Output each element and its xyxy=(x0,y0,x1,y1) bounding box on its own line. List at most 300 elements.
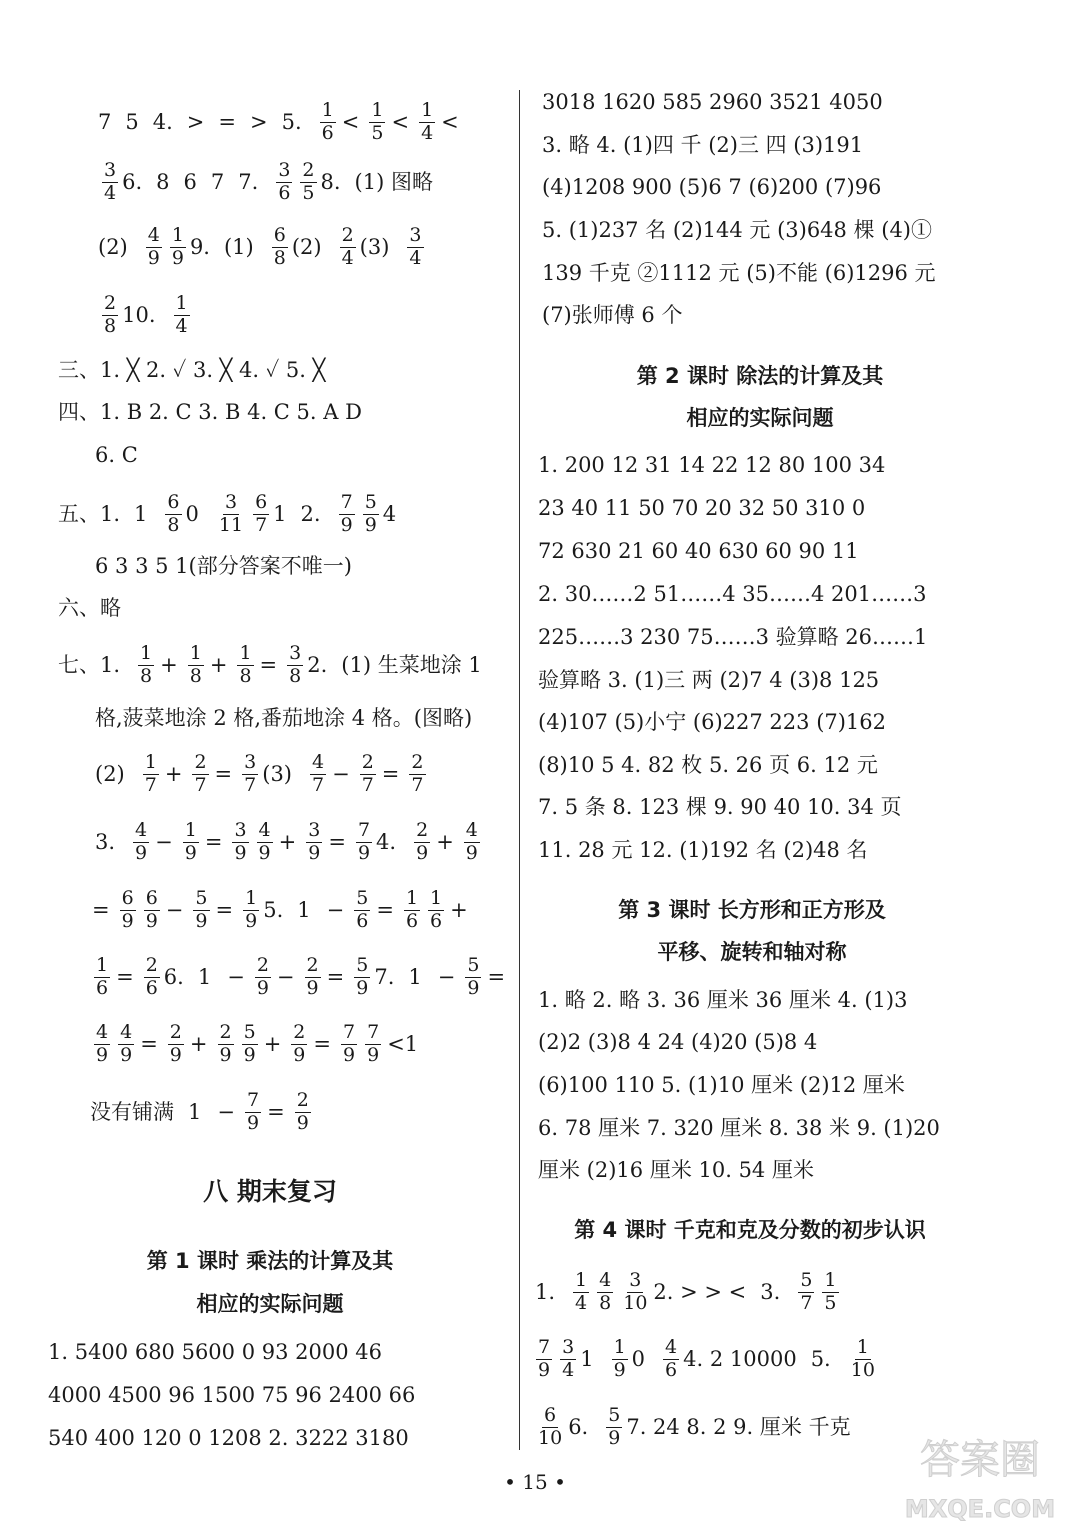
answer-text: (3) xyxy=(262,761,292,786)
answer-line xyxy=(90,1090,315,1135)
numerator: 4 xyxy=(258,819,271,841)
fraction xyxy=(217,492,245,537)
answer-text: 3. xyxy=(95,829,116,854)
section-4-answers: 四、1. B 2. C 3. B 4. C 5. A D xyxy=(58,400,362,424)
numerator: 7 xyxy=(367,1021,380,1043)
fraction xyxy=(192,752,208,797)
operator-symbol: = xyxy=(328,829,346,854)
denominator: 6 xyxy=(145,976,158,999)
operator-symbol: + xyxy=(450,897,468,922)
answer-line: 7. 5 条 8. 123 棵 9. 90 40 10. 34 页 xyxy=(538,795,902,819)
fraction xyxy=(340,225,356,270)
denominator: 11 xyxy=(218,513,244,536)
fraction xyxy=(597,1270,613,1315)
operator-symbol: = xyxy=(487,964,506,989)
fraction xyxy=(253,492,269,537)
operator-symbol: + xyxy=(278,829,297,854)
fraction xyxy=(354,955,370,1000)
answer-line xyxy=(532,1337,881,1382)
fraction xyxy=(798,1270,814,1315)
fraction xyxy=(365,1022,381,1067)
numerator: 4 xyxy=(465,819,478,841)
numerator: 4 xyxy=(96,1021,109,1043)
answer-text: 7. 24 8. 2 9. 厘米 千克 xyxy=(626,1414,851,1439)
answer-line: 4000 4500 96 1500 75 96 2400 66 xyxy=(48,1383,416,1407)
numerator: 2 xyxy=(361,751,374,773)
answer-line: 11. 28 元 12. (1)192 名 (2)48 名 xyxy=(538,838,868,862)
numerator: 3 xyxy=(234,819,247,841)
numerator: 1 xyxy=(421,99,434,121)
operator-symbol: + xyxy=(189,1031,208,1056)
operator-symbol: + xyxy=(160,652,178,677)
answer-text: 1 xyxy=(197,964,212,989)
answer-line: 1. 略 2. 略 3. 36 厘米 36 厘米 4. (1)3 xyxy=(538,988,908,1012)
fraction xyxy=(118,1022,134,1067)
numerator: 7 xyxy=(538,1336,551,1358)
fraction xyxy=(822,1270,838,1315)
fraction xyxy=(300,160,316,205)
fraction xyxy=(621,1270,649,1315)
fraction xyxy=(464,820,480,865)
answer-text: 4. xyxy=(152,109,173,134)
lesson-title: 第 2 课时 除法的计算及其 xyxy=(636,364,884,388)
numerator: 3 xyxy=(224,491,238,513)
fraction xyxy=(146,225,162,270)
answer-text: 7 xyxy=(210,169,225,194)
denominator: 9 xyxy=(120,1043,133,1066)
answer-text: = xyxy=(218,109,237,134)
answer-text: 8. xyxy=(320,169,341,194)
numerator: 1 xyxy=(245,887,258,909)
denominator: 9 xyxy=(356,976,369,999)
numerator: 2 xyxy=(296,1089,309,1111)
answer-line: 1. 200 12 31 14 22 12 80 100 34 xyxy=(538,453,886,477)
answer-text: 5. xyxy=(810,1346,831,1371)
answer-text: (2) xyxy=(98,234,128,259)
answer-line: 540 400 120 0 1208 2. 3222 3180 xyxy=(48,1426,409,1450)
denominator: 6 xyxy=(321,121,334,144)
denominator: 9 xyxy=(465,841,478,864)
fraction xyxy=(237,643,253,688)
denominator: 9 xyxy=(219,1043,232,1066)
answer-text: 7. xyxy=(238,169,259,194)
numerator: 1 xyxy=(321,99,334,121)
fraction xyxy=(193,888,209,933)
lesson-subtitle: 相应的实际问题 xyxy=(686,406,834,430)
fraction xyxy=(428,888,444,933)
answer-text: (3) xyxy=(359,234,390,259)
fraction xyxy=(573,1270,589,1315)
fraction xyxy=(320,100,336,145)
fraction xyxy=(287,643,303,688)
fraction xyxy=(120,888,136,933)
numerator: 5 xyxy=(195,887,208,909)
lesson-subtitle: 相应的实际问题 xyxy=(196,1292,344,1316)
numerator: 4 xyxy=(599,1269,612,1291)
numerator: 5 xyxy=(467,954,480,976)
denominator: 9 xyxy=(195,909,208,932)
denominator: 9 xyxy=(169,1043,182,1066)
answer-line: 2. 30……2 51……4 35……4 201……3 xyxy=(538,582,927,606)
fraction xyxy=(849,1337,877,1382)
lesson-title: 第 4 课时 千克和克及分数的初步认识 xyxy=(574,1218,926,1242)
answer-text: 6. xyxy=(163,964,184,989)
denominator: 7 xyxy=(411,773,424,796)
operator-symbol: = xyxy=(259,652,278,677)
answer-line xyxy=(90,955,511,1000)
denominator: 9 xyxy=(367,1043,380,1066)
denominator: 9 xyxy=(343,1043,356,1066)
numerator: 4 xyxy=(665,1336,678,1358)
denominator: 8 xyxy=(289,664,302,687)
denominator: 9 xyxy=(121,909,134,932)
fraction xyxy=(272,225,288,270)
numerator: 2 xyxy=(145,954,158,976)
answer-text: (1) 生菜地涂 1 xyxy=(341,652,482,677)
numerator: 6 xyxy=(544,1404,557,1426)
section-6-answers: 六、略 xyxy=(58,596,121,620)
fraction xyxy=(183,820,199,865)
denominator: 5 xyxy=(824,1291,837,1314)
denominator: 8 xyxy=(140,664,153,687)
answer-line: (4)1208 900 (5)6 7 (6)200 (7)96 xyxy=(542,175,882,199)
numerator: 3 xyxy=(562,1336,575,1358)
answer-line: 225……3 230 75……3 验算略 26……1 xyxy=(538,625,928,649)
numerator: 2 xyxy=(341,224,354,246)
operator-symbol: = xyxy=(204,829,223,854)
numerator: 1 xyxy=(371,99,384,121)
numerator: 4 xyxy=(120,1021,133,1043)
numerator: 4 xyxy=(312,751,325,773)
denominator: 10 xyxy=(850,1358,875,1381)
fraction xyxy=(310,752,326,797)
fraction xyxy=(245,1090,261,1135)
numerator: 5 xyxy=(356,887,369,909)
operator-symbol: − xyxy=(227,964,245,989)
denominator: 8 xyxy=(599,1291,612,1314)
operator-symbol: = xyxy=(92,897,110,922)
section-7-answers-cont: 格,菠菜地涂 2 格,番茄地涂 4 格。(图略) xyxy=(95,706,473,730)
numerator: 1 xyxy=(613,1336,626,1358)
fraction xyxy=(218,1022,234,1067)
numerator: 3 xyxy=(278,159,291,181)
fraction xyxy=(144,888,160,933)
denominator: 9 xyxy=(416,841,429,864)
operator-symbol: = xyxy=(313,1031,331,1056)
answer-text: 5. xyxy=(263,897,284,922)
answer-text: 2. xyxy=(300,501,321,526)
numerator: 3 xyxy=(104,159,117,181)
answer-line: 72 630 21 60 40 630 60 90 11 xyxy=(538,539,859,563)
numerator: 7 xyxy=(340,491,353,513)
answer-text: 7 xyxy=(98,109,112,134)
denominator: 9 xyxy=(613,1358,626,1381)
answer-text: 6. xyxy=(568,1414,589,1439)
numerator: 4 xyxy=(147,224,160,246)
denominator: 7 xyxy=(800,1291,813,1314)
answer-text: 0 xyxy=(185,501,199,526)
fraction xyxy=(663,1337,679,1382)
answer-text: > xyxy=(250,109,268,134)
fraction xyxy=(612,1337,628,1382)
answer-line: 1. 5400 680 5600 0 93 2000 46 xyxy=(48,1340,382,1364)
lesson-title: 第 3 课时 长方形和正方形及 xyxy=(618,898,886,922)
fraction xyxy=(138,643,154,688)
answer-text: 1 xyxy=(580,1346,594,1371)
operator-symbol: − xyxy=(332,761,350,786)
answer-line xyxy=(98,160,447,205)
operator-symbol: = xyxy=(214,761,233,786)
denominator: 9 xyxy=(243,1043,256,1066)
numerator: 4 xyxy=(135,819,148,841)
numerator: 5 xyxy=(800,1269,813,1291)
fraction xyxy=(354,888,370,933)
answer-line xyxy=(98,225,428,270)
answer-text: 5. xyxy=(281,109,302,134)
denominator: 9 xyxy=(135,841,148,864)
fraction xyxy=(94,1022,110,1067)
fraction xyxy=(560,1337,576,1382)
fraction xyxy=(536,1405,564,1450)
answer-text: (2) xyxy=(95,761,125,786)
numerator: 7 xyxy=(343,1021,356,1043)
numerator: 1 xyxy=(430,887,443,909)
denominator: 4 xyxy=(409,246,422,269)
numerator: 2 xyxy=(293,1021,306,1043)
denominator: 9 xyxy=(340,513,353,536)
operator-symbol: = xyxy=(381,761,400,786)
numerator: 1 xyxy=(140,642,153,664)
answer-line xyxy=(532,1405,865,1450)
answer-text: 1 xyxy=(188,1099,202,1124)
denominator: 9 xyxy=(357,841,371,864)
operator-symbol: + xyxy=(164,761,183,786)
answer-line: 139 千克 ②1112 元 (5)不能 (6)1296 元 xyxy=(542,261,936,285)
numerator: 2 xyxy=(194,751,207,773)
operator-symbol: + xyxy=(263,1031,282,1056)
fraction xyxy=(409,752,425,797)
answer-line: 3. 略 4. (1)四 千 (2)三 四 (3)191 xyxy=(542,133,864,157)
fraction xyxy=(102,160,118,205)
fraction xyxy=(232,820,248,865)
answer-text: 4 xyxy=(382,501,397,526)
numerator: 2 xyxy=(411,751,424,773)
answer-line xyxy=(98,100,465,145)
operator-symbol: <1 xyxy=(387,1031,419,1056)
fraction xyxy=(291,1022,307,1067)
fraction xyxy=(465,955,481,1000)
denominator: 6 xyxy=(356,909,369,932)
denominator: 4 xyxy=(421,121,434,144)
denominator: 9 xyxy=(308,841,321,864)
fraction xyxy=(339,492,355,537)
fraction xyxy=(536,1337,552,1382)
answer-text: 五、1. xyxy=(58,501,121,526)
answer-line xyxy=(535,1270,843,1315)
numerator: 5 xyxy=(243,1021,256,1043)
answer-text: 5 xyxy=(125,109,139,134)
fraction xyxy=(276,160,292,205)
denominator: 7 xyxy=(144,773,157,796)
denominator: 9 xyxy=(184,841,197,864)
denominator: 9 xyxy=(96,1043,109,1066)
section-5-answers xyxy=(58,492,410,537)
answer-line xyxy=(90,888,474,933)
denominator: 6 xyxy=(405,909,419,932)
answer-line: 3018 1620 585 2960 3521 4050 xyxy=(542,90,883,114)
answer-text: 7. xyxy=(374,964,395,989)
page-number: • 15 • xyxy=(504,1470,566,1494)
answer-text: 4. xyxy=(376,829,397,854)
numerator: 1 xyxy=(239,642,252,664)
denominator: 4 xyxy=(341,246,354,269)
denominator: 6 xyxy=(96,976,109,999)
denominator: 4 xyxy=(562,1358,575,1381)
section-title: 八 期末复习 xyxy=(203,1177,337,1206)
denominator: 10 xyxy=(623,1291,648,1314)
denominator: 9 xyxy=(258,841,271,864)
answer-line: 23 40 11 50 70 20 32 50 310 0 xyxy=(538,496,866,520)
numerator: 3 xyxy=(244,751,257,773)
numerator: 5 xyxy=(608,1404,621,1426)
denominator: 6 xyxy=(278,181,291,204)
answer-line xyxy=(90,1022,424,1067)
numerator: 1 xyxy=(96,954,109,976)
fraction xyxy=(165,492,181,537)
denominator: 4 xyxy=(575,1291,588,1314)
numerator: 1 xyxy=(824,1269,837,1291)
operator-symbol: − xyxy=(437,964,456,989)
numerator: 3 xyxy=(629,1269,642,1291)
answer-text: 七、1. xyxy=(58,652,121,677)
fraction xyxy=(242,1022,258,1067)
denominator: 8 xyxy=(189,664,202,687)
fraction xyxy=(102,293,118,338)
numerator: 5 xyxy=(356,954,369,976)
denominator: 9 xyxy=(246,1111,260,1134)
answer-line: (2)2 (3)8 4 24 (4)20 (5)8 4 xyxy=(538,1030,818,1054)
denominator: 10 xyxy=(538,1426,563,1449)
denominator: 8 xyxy=(167,513,180,536)
answer-text: 0 xyxy=(631,1346,646,1371)
lesson-subtitle: 平移、旋转和轴对称 xyxy=(657,940,847,964)
denominator: 9 xyxy=(256,976,269,999)
denominator: 7 xyxy=(244,773,257,796)
denominator: 6 xyxy=(430,909,443,932)
denominator: 9 xyxy=(147,246,160,269)
operator-symbol: + xyxy=(436,829,454,854)
numerator: 6 xyxy=(145,887,158,909)
denominator: 5 xyxy=(302,181,315,204)
operator-symbol: < xyxy=(441,109,459,134)
fraction xyxy=(243,888,259,933)
answer-line xyxy=(95,752,430,797)
answer-text: (1) xyxy=(223,234,254,259)
denominator: 9 xyxy=(171,246,184,269)
answer-text: 1 xyxy=(297,897,311,922)
fraction xyxy=(168,1022,184,1067)
answer-text: 没有铺满 xyxy=(90,1099,174,1124)
numerator: 3 xyxy=(289,642,302,664)
fraction xyxy=(356,820,372,865)
operator-symbol: = xyxy=(376,897,394,922)
numerator: 1 xyxy=(144,751,157,773)
fraction xyxy=(360,752,376,797)
numerator: 2 xyxy=(302,159,315,181)
numerator: 3 xyxy=(409,224,422,246)
answer-text: 1 xyxy=(273,501,287,526)
denominator: 9 xyxy=(608,1426,621,1449)
operator-symbol: < xyxy=(391,109,410,134)
fraction xyxy=(257,820,273,865)
fraction xyxy=(133,820,149,865)
numerator: 6 xyxy=(273,224,286,246)
operator-symbol: + xyxy=(209,652,228,677)
numerator: 1 xyxy=(171,224,184,246)
numerator: 2 xyxy=(104,292,117,314)
answer-line xyxy=(95,820,484,865)
fraction xyxy=(369,100,385,145)
numerator: 2 xyxy=(256,954,269,976)
answer-text: 3. xyxy=(760,1279,781,1304)
operator-symbol: − xyxy=(326,897,345,922)
section-7-answers xyxy=(58,643,496,688)
fraction xyxy=(188,643,204,688)
operator-symbol: − xyxy=(165,897,184,922)
answer-text: 2. > > < xyxy=(653,1279,747,1304)
operator-symbol: = xyxy=(116,964,134,989)
answer-text: 1. xyxy=(535,1279,556,1304)
fraction xyxy=(305,955,321,1000)
fraction xyxy=(407,225,423,270)
numerator: 2 xyxy=(219,1021,232,1043)
operator-symbol: − xyxy=(276,964,295,989)
numerator: 6 xyxy=(167,491,180,513)
fraction xyxy=(242,752,258,797)
denominator: 9 xyxy=(234,841,247,864)
denominator: 8 xyxy=(104,314,117,337)
fraction xyxy=(606,1405,622,1450)
answer-line: (7)张师傅 6 个 xyxy=(542,303,683,327)
denominator: 9 xyxy=(364,513,377,536)
operator-symbol: = xyxy=(140,1031,158,1056)
fraction xyxy=(143,752,159,797)
denominator: 8 xyxy=(273,246,286,269)
answer-line: 厘米 (2)16 厘米 10. 54 厘米 xyxy=(538,1158,814,1182)
numerator: 2 xyxy=(169,1021,182,1043)
answer-text: 2. xyxy=(307,652,328,677)
numerator: 5 xyxy=(364,491,377,513)
numerator: 1 xyxy=(184,819,197,841)
numerator: 2 xyxy=(416,819,429,841)
answer-line: (4)107 (5)小宁 (6)227 223 (7)162 xyxy=(538,710,887,734)
denominator: 8 xyxy=(239,664,252,687)
fraction xyxy=(255,955,271,1000)
fraction xyxy=(306,820,322,865)
numerator: 1 xyxy=(575,1269,588,1291)
fraction xyxy=(414,820,430,865)
answer-text: 1 xyxy=(134,501,148,526)
section-5-answers-cont: 6 3 3 5 1(部分答案不唯一) xyxy=(95,554,352,578)
fraction xyxy=(419,100,435,145)
answer-text: 1 xyxy=(408,964,422,989)
answer-text: 6 xyxy=(183,169,197,194)
denominator: 7 xyxy=(255,513,268,536)
numerator: 1 xyxy=(189,642,202,664)
numerator: 1 xyxy=(405,887,419,909)
denominator: 9 xyxy=(296,1111,309,1134)
denominator: 4 xyxy=(104,181,117,204)
